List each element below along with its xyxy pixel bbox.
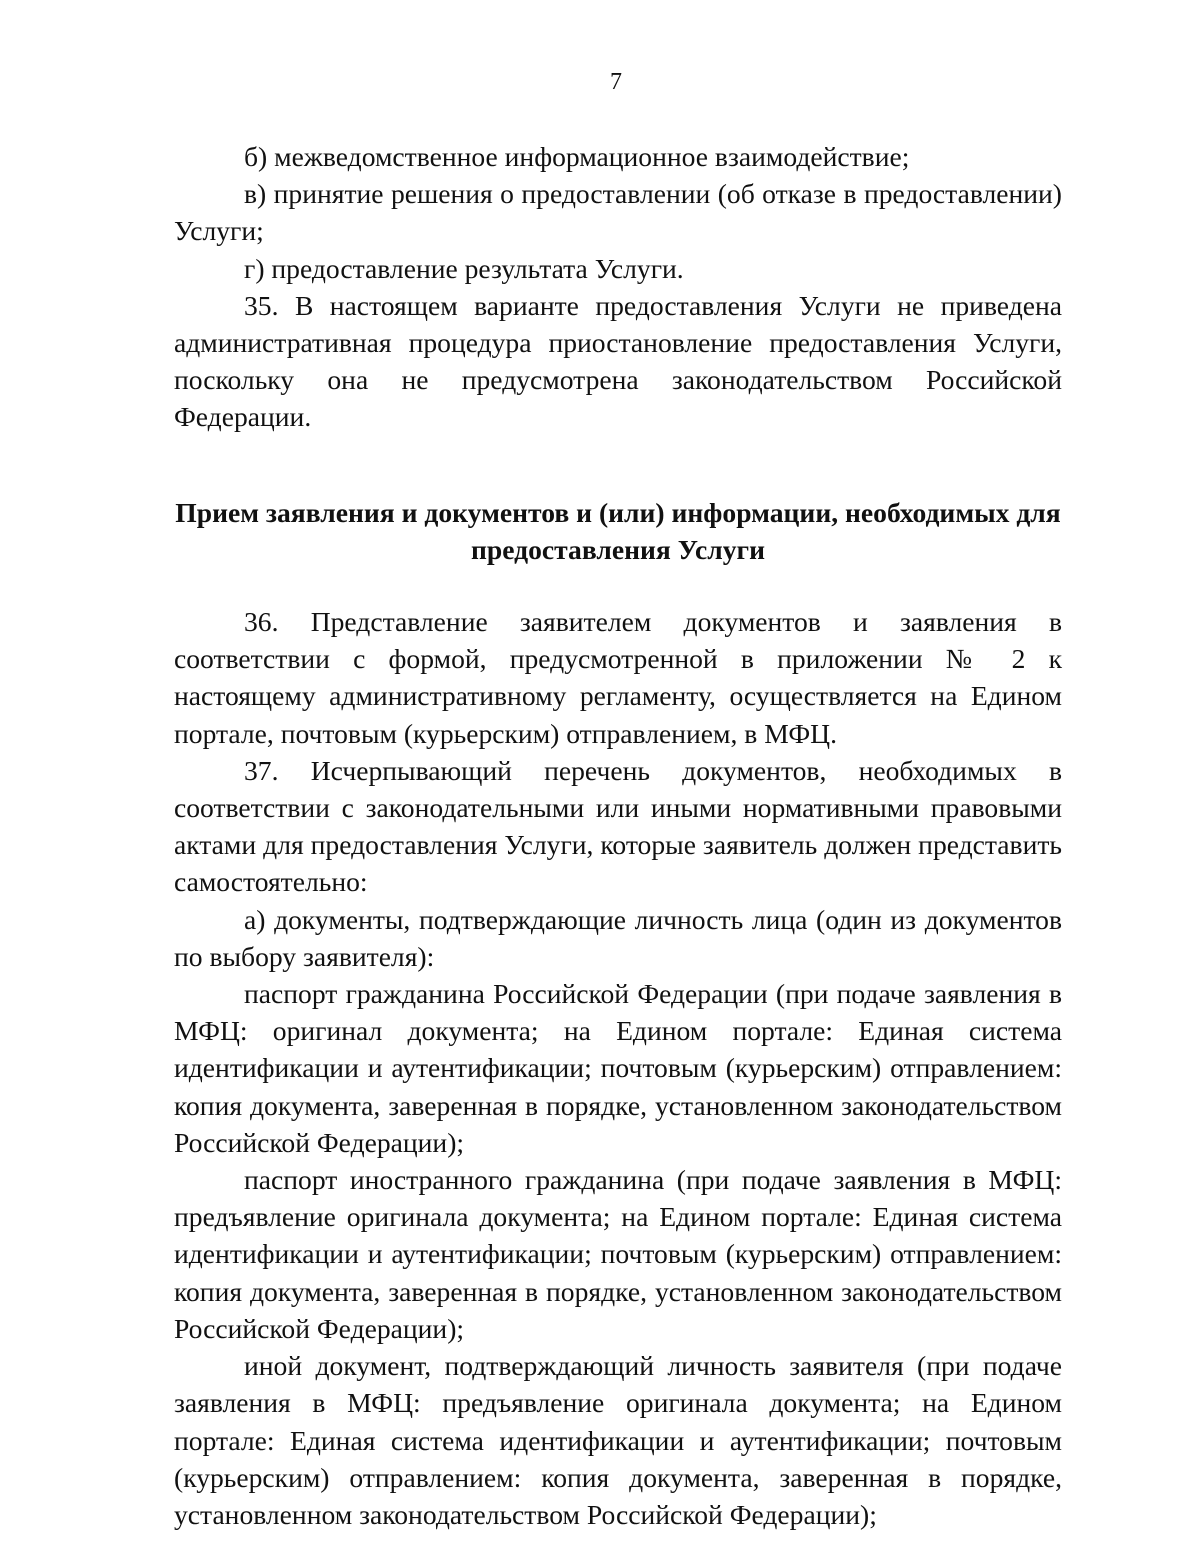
paragraph-item-a: а) документы, подтверждающие личность лица (один из документов по выбору заявителя): bbox=[174, 903, 1062, 972]
paragraph-35: 35. В настоящем варианте предоставления Услуги не приведена административная процедура приостановление предоставления Услуги, поскольку она не предусмотрена законодательством Российской Федерации. bbox=[174, 289, 1062, 433]
paragraph-passport-rf: паспорт гражданина Российской Федерации (при подаче заявления в МФЦ: оригинал документа; на Едином портале: Единая система идентификации и аутентификации; почтовым (курьерским) отправлением: копия документа, заверенная в порядке, установленном законодательством Российской Федерации); bbox=[174, 978, 1062, 1158]
paragraph-item-g: г) предоставление результата Услуги. bbox=[244, 252, 684, 284]
paragraph-passport-foreign: паспорт иностранного гражданина (при подаче заявления в МФЦ: предъявление оригинала документа; на Едином портале: Единая система идентификации и аутентификации; почтовым (курьерским) отправлением: копия документа, заверенная в порядке, установленном законодательством Российской Федерации); bbox=[174, 1164, 1062, 1344]
paragraph-37: 37. Исчерпывающий перечень документов, необходимых в соответствии с законодательными или иными нормативными правовыми актами для предоставления Услуги, которые заявитель должен представить самостоятельно: bbox=[174, 754, 1062, 898]
paragraph-item-v: в) принятие решения о предоставлении (об отказе в предоставлении) Услуги; bbox=[174, 178, 1062, 247]
section-heading: Прием заявления и документов и (или) информации, необходимых для предоставления Услуги bbox=[175, 496, 1061, 565]
paragraph-36: 36. Представление заявителем документов и заявления в соответствии с формой, предусмотренной в приложении № 2 к настоящему административному регламенту, осуществляется на Едином портале, почтовым (курьерским) отправлением, в МФЦ. bbox=[174, 606, 1062, 749]
page-number: 7 bbox=[610, 69, 622, 95]
paragraph-item-b: б) межведомственное информационное взаимодействие; bbox=[244, 141, 910, 172]
document-body bbox=[174, 138, 1062, 1533]
paragraph-other-document: иной документ, подтверждающий личность заявителя (при подаче заявления в МФЦ: предъявление оригинала документа; на Едином портале: Единая система идентификации и аутентификации; почтовым (курьерским) отправлением: копия документа, заверенная в порядке, установленном законодательством Российской Федерации); bbox=[174, 1350, 1062, 1530]
